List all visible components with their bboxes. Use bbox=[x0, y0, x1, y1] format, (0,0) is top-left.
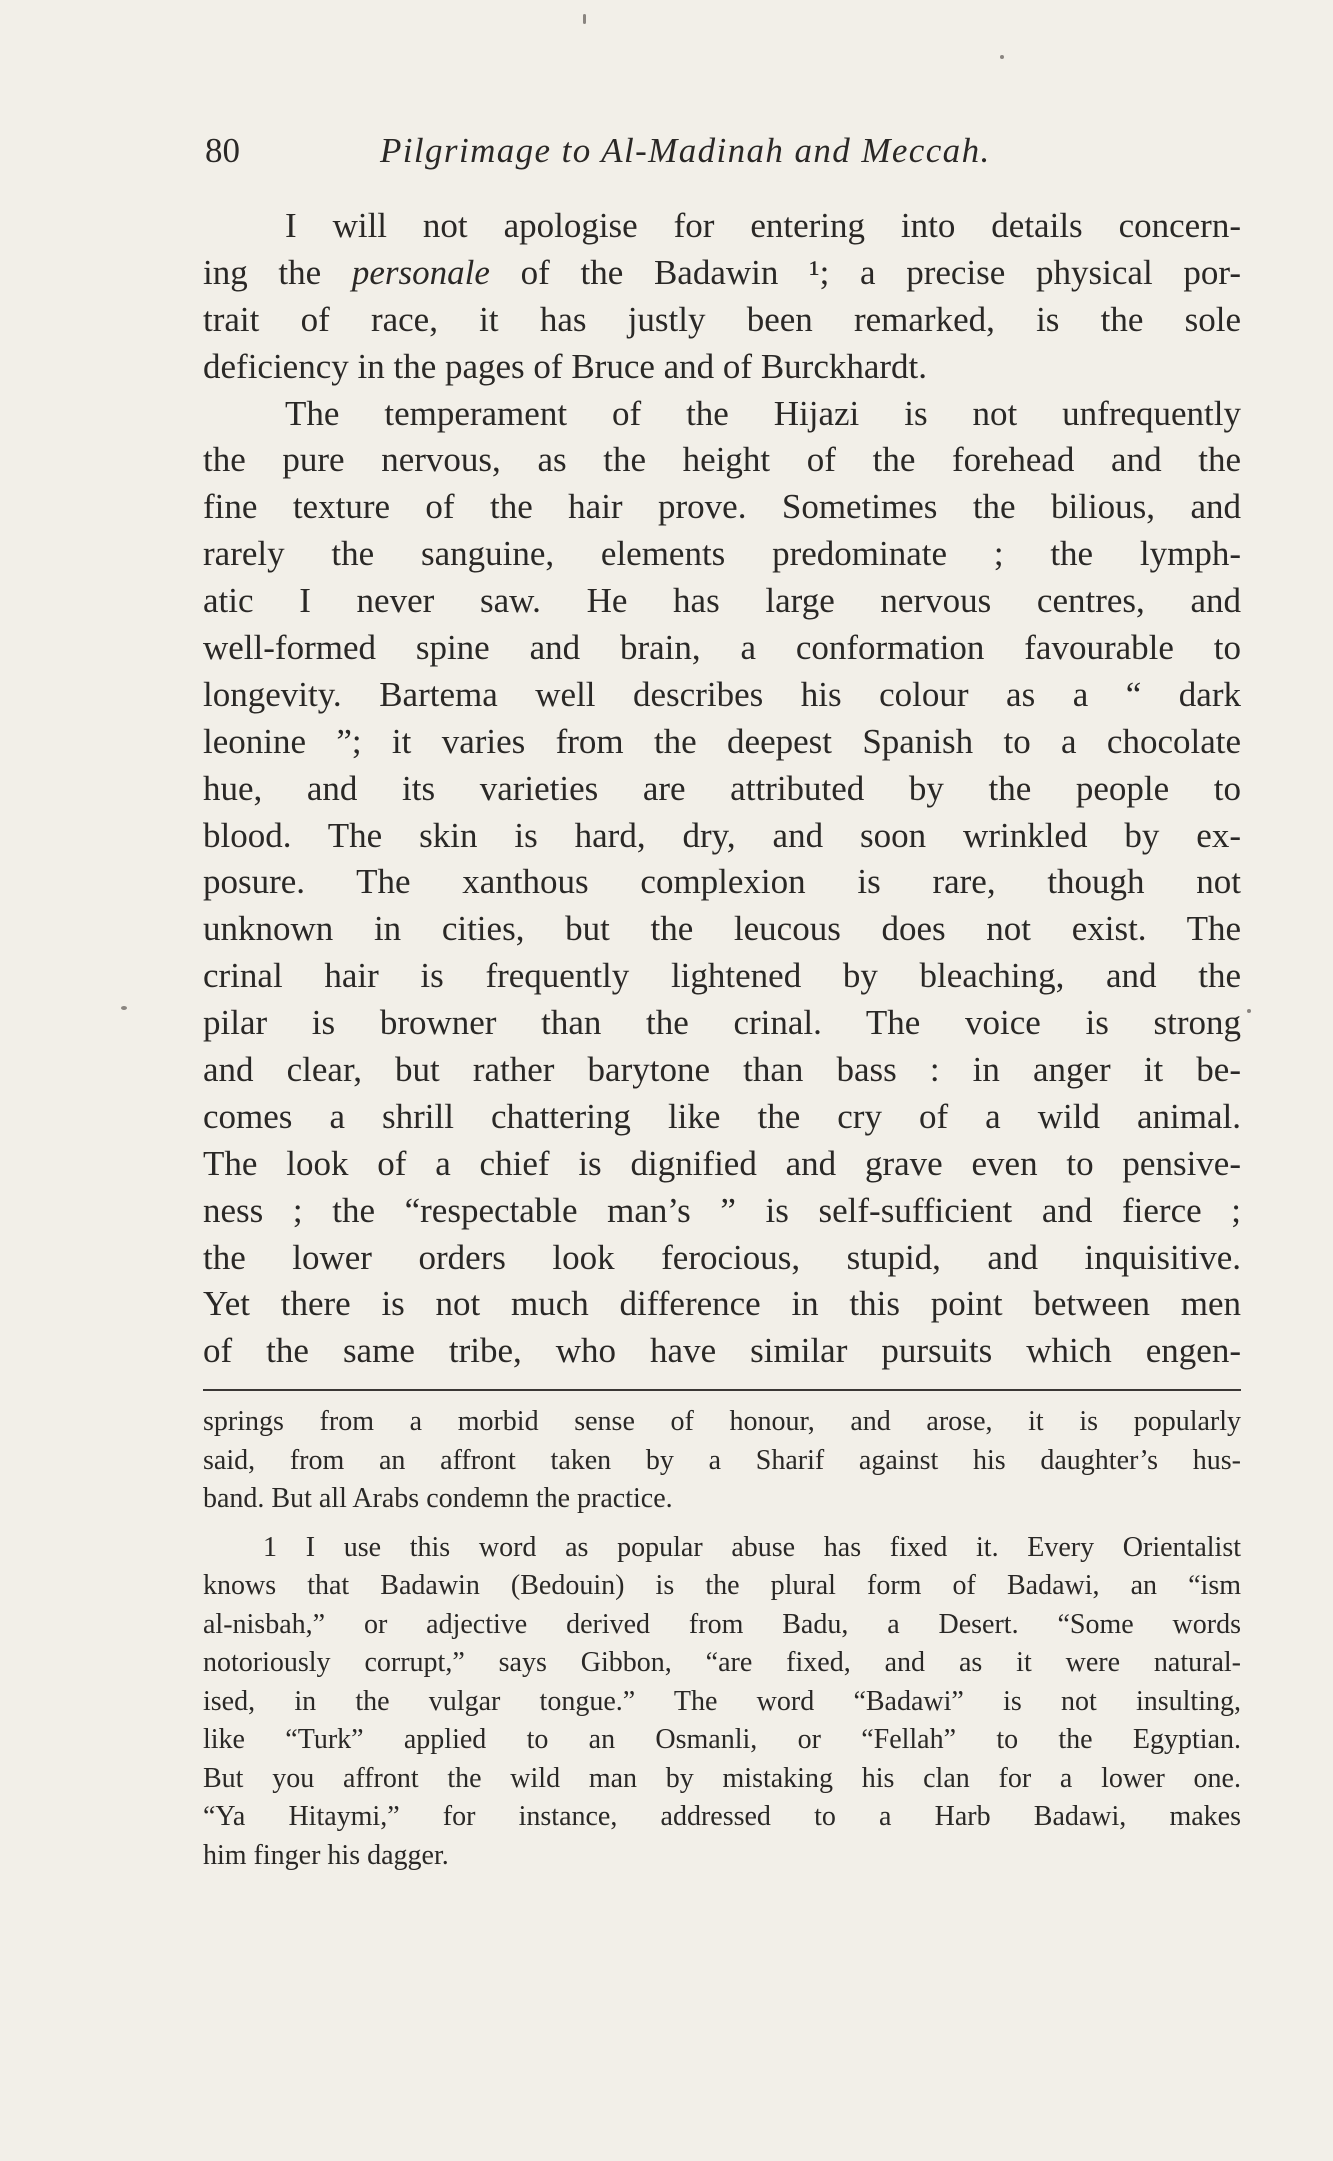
body-line: pilar is browner than the crinal. The voice is strong bbox=[203, 1003, 1241, 1043]
running-title: Pilgrimage to Al-Madinah and Meccah. bbox=[380, 131, 991, 170]
body-line: longevity. Bartema well describes his colour as a “ dark bbox=[203, 674, 1241, 714]
body-text bbox=[203, 203, 1241, 1375]
body-line: Yet there is not much difference in this point between men bbox=[203, 1284, 1241, 1324]
body-line: hue, and its varieties are attributed by the people to bbox=[203, 768, 1241, 808]
footnote-line: But you affront the wild man by mistaking his clan for a lower one. bbox=[203, 1762, 1241, 1794]
paper-speck bbox=[1000, 55, 1004, 59]
body-line: the pure nervous, as the height of the forehead and the bbox=[203, 440, 1241, 480]
body-line: ing the personale of the Badawin ¹; a precise physical por- bbox=[203, 252, 1241, 292]
footnote-line: him finger his dagger. bbox=[203, 1839, 449, 1871]
body-line: atic I never saw. He has large nervous centres, and bbox=[203, 581, 1241, 621]
body-line: blood. The skin is hard, dry, and soon wrinkled by ex- bbox=[203, 815, 1241, 855]
body-line: the lower orders look ferocious, stupid, and inquisitive. bbox=[203, 1237, 1241, 1277]
footnote-line: notoriously corrupt,” says Gibbon, “are fixed, and as it were natural- bbox=[203, 1647, 1241, 1678]
body-line: deficiency in the pages of Bruce and of Burckhardt. bbox=[203, 346, 928, 386]
paper-speck bbox=[583, 14, 586, 24]
paper-speck bbox=[1247, 1009, 1251, 1013]
body-line: comes a shrill chattering like the cry of a wild animal. bbox=[203, 1096, 1241, 1136]
body-line: of the same tribe, who have similar pursuits which engen- bbox=[203, 1331, 1241, 1371]
body-line: and clear, but rather barytone than bass : in anger it be- bbox=[203, 1050, 1241, 1090]
body-line: leonine ”; it varies from the deepest Spanish to a chocolate bbox=[203, 721, 1241, 761]
body-line: well-formed spine and brain, a conformation favourable to bbox=[203, 628, 1241, 668]
body-line: rarely the sanguine, elements predominate ; the lymph- bbox=[203, 534, 1241, 574]
body-line: trait of race, it has justly been remarked, is the sole bbox=[203, 299, 1241, 339]
italic-term: personale bbox=[351, 252, 490, 292]
footnote-line: ised, in the vulgar tongue.” The word “Badawi” is not insulting, bbox=[203, 1685, 1241, 1717]
footnotes bbox=[203, 1403, 1241, 1875]
footnote-line: “Ya Hitaymi,” for instance, addressed to a Harb Badawi, makes bbox=[203, 1801, 1241, 1832]
body-line: The temperament of the Hijazi is not unfrequently bbox=[285, 393, 1241, 433]
body-line: The look of a chief is dignified and grave even to pensive- bbox=[203, 1143, 1241, 1183]
footnote-line: said, from an affront taken by a Sharif against his daughter’s hus- bbox=[203, 1444, 1241, 1476]
body-line: posure. The xanthous complexion is rare, though not bbox=[203, 862, 1241, 902]
page-number: 80 bbox=[205, 131, 240, 170]
footnote-line: band. But all Arabs condemn the practice. bbox=[203, 1483, 673, 1514]
body-line: crinal hair is frequently lightened by bleaching, and the bbox=[203, 956, 1241, 996]
footnote-line: springs from a morbid sense of honour, and arose, it is popularly bbox=[203, 1406, 1241, 1437]
footnote-rule bbox=[203, 1389, 1241, 1391]
body-line: I will not apologise for entering into details concern- bbox=[285, 206, 1241, 245]
body-line: fine texture of the hair prove. Sometimes the bilious, and bbox=[203, 487, 1241, 527]
body-line: unknown in cities, but the leucous does not exist. The bbox=[203, 909, 1241, 949]
footnote-line: like “Turk” applied to an Osmanli, or “Fellah” to the Egyptian. bbox=[203, 1724, 1241, 1755]
footnote-line: al-nisbah,” or adjective derived from Badu, a Desert. “Some words bbox=[203, 1608, 1241, 1640]
body-line: ness ; the “respectable man’s ” is self-sufficient and fierce ; bbox=[203, 1190, 1241, 1230]
footnote-line: knows that Badawin (Bedouin) is the plural form of Badawi, an “ism bbox=[203, 1570, 1241, 1601]
footnote-line: 1 I use this word as popular abuse has fixed it. Every Orientalist bbox=[263, 1531, 1241, 1563]
paper-speck bbox=[121, 1006, 127, 1010]
page-header bbox=[205, 126, 1240, 176]
